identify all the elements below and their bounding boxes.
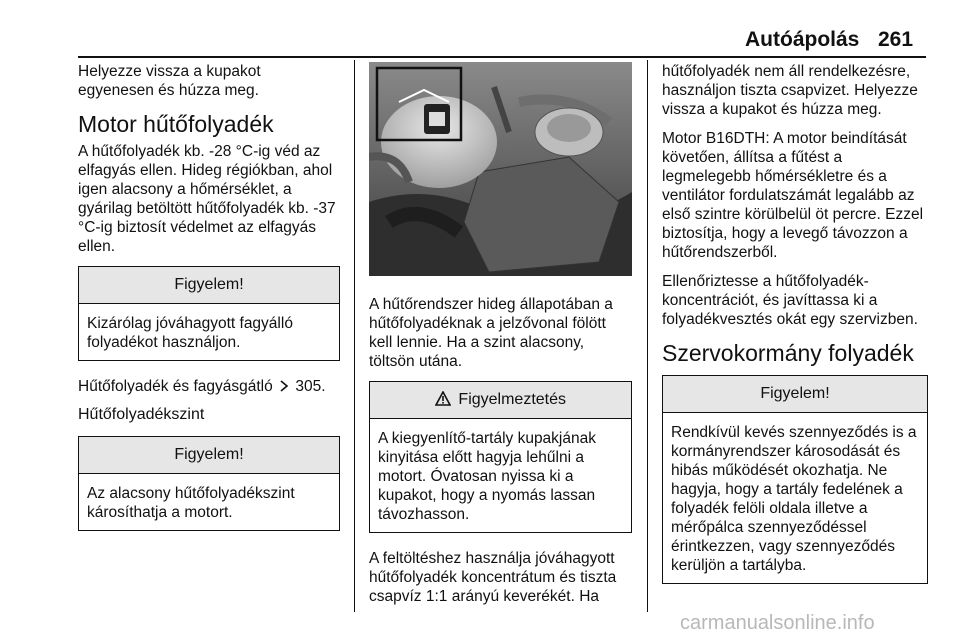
notice-box [78,266,340,361]
notice-text: Az alacsony hűtőfolyadékszint károsíthatja a motort. [87,485,295,521]
notice-text: Kizárólag jóváhagyott fagyálló folyadékot használjon. [87,315,293,351]
notice-box [78,436,340,531]
warning-box [369,381,632,533]
warning-title: Figyelmeztetés [458,391,567,408]
paragraph: Helyezze vissza a kupakot egyenesen és húzza meg. [78,63,261,99]
subheading-coolant-level: Hűtőfolyadékszint [78,406,205,423]
header-rule [78,56,926,58]
notice-text: Rendkívül kevés szennyeződés is a kormányrendszer károsodását és hibás működését okozhatja. Ne hagyja, hogy a tartály fedelének a folyadék felöli oldala illetve a mérőpálca szennyeződéssel érintkezzen, vagy szennyeződés kerüljön a tartályba. [671,424,917,574]
page-number: 261 [878,28,914,51]
ref-arrow-icon [279,380,289,392]
engine-coolant-reservoir-photo [369,62,632,276]
paragraph: A feltöltéshez használja jóváhagyott hűtőfolyadék koncentrátum és tiszta csapvíz 1:1 arányú keverékét. Ha [369,550,617,605]
notice-title: Figyelem! [79,437,339,474]
cross-reference-page: 305. [295,378,326,395]
warning-triangle-icon [435,391,451,406]
notice-title: Figyelem! [79,267,339,304]
column-3 [662,62,928,600]
paragraph: Ellenőriztesse a hűtőfolyadék-koncentrációt, és javíttassa ki a folyadékvesztés okát egy szervizben. [662,273,918,328]
watermark: carmanualsonline.info [680,612,875,634]
header-title: Autóápolás [745,28,860,51]
column-divider-2 [647,60,648,612]
paragraph: A hűtőfolyadék kb. -28 °C-ig véd az elfagyás ellen. Hideg régiókban, ahol igen alacsony a hőmérséklet, a gyárilag betöltött hűtőfolyadék kb. -37 °C-ig biztosít védelmet az elfagyás ellen. [78,143,336,255]
cross-reference-text: Hűtőfolyadék és fagyásgátló [78,378,273,395]
notice-box [662,375,928,584]
column-1 [78,62,340,547]
notice-title: Figyelem! [663,376,927,413]
warning-title-bar [370,382,631,419]
column-2 [369,62,632,616]
paragraph: hűtőfolyadék nem áll rendelkezésre, használjon tiszta csapvizet. Helyezze vissza a kupakot és húzza meg. [662,63,918,118]
column-divider-1 [354,60,355,612]
section-heading-coolant: Motor hűtőfolyadék [78,111,274,137]
paragraph: A hűtőrendszer hideg állapotában a hűtőfolyadéknak a jelzővonal fölött kell lennie. Ha a szint alacsony, töltsön utána. [369,296,613,370]
section-heading-power-steering: Szervokormány folyadék [662,340,914,366]
paragraph: Motor B16DTH: A motor beindítását követően, állítsa a fűtést a legmelegebb hőmérsékletre és a ventilátor fordulatszámát legalább az első szintre körülbelül öt percre. Ezzel biztosítja, hogy a levegő távozzon a hűtőrendszerből. [662,130,924,261]
warning-text: A kiegyenlítő-tartály kupakjának kinyitása előtt hagyja lehűlni a motort. Óvatosan nyissa ki a kupakot, hogy a nyomás lassan távozhasson. [378,430,596,523]
cross-reference[interactable] [78,377,340,396]
